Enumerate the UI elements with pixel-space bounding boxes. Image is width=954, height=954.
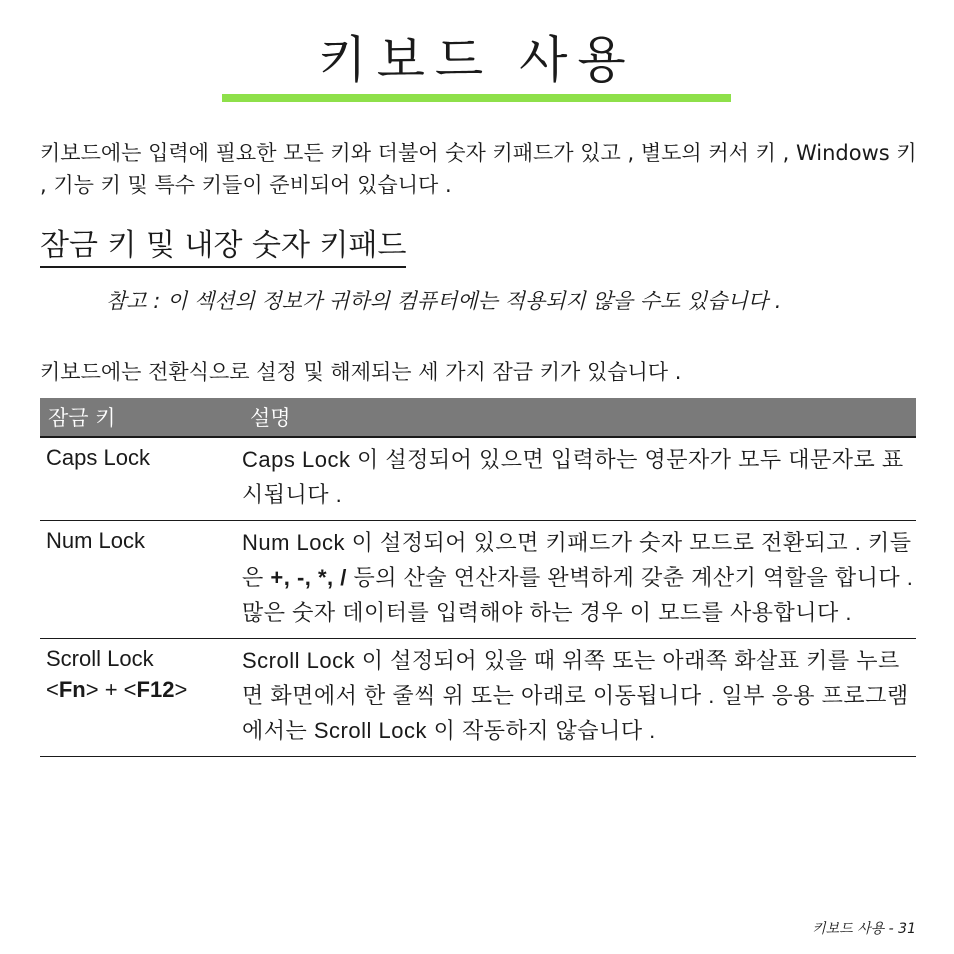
title-accent-bar xyxy=(222,94,731,102)
table-header-row xyxy=(40,398,916,437)
table-row xyxy=(40,521,916,639)
note-text: 이 섹션의 정보가 귀하의 컴퓨터에는 적용되지 않을 수도 있습니다 . xyxy=(160,289,782,313)
page-title: 키보드 사용 xyxy=(318,31,636,89)
table-cell-description xyxy=(242,521,916,639)
fn-key: Fn xyxy=(58,677,86,702)
key-combo-bracket: > xyxy=(174,677,188,702)
lock-keys-table xyxy=(40,398,916,757)
note-label: 참고 : xyxy=(106,289,161,313)
key-combo-bracket: < xyxy=(46,677,59,702)
description-text: 등의 산술 연산자를 완벽하게 갖춘 계산기 역할을 합니다 . 많은 숫자 데이터를 입력해야 하는 경우 이 모드를 사용합니다 . xyxy=(242,565,914,625)
table-cell-description: Scroll Lock 이 설정되어 있을 때 위쪽 또는 아래쪽 화살표 키를 누르면 화면에서 한 줄씩 위 또는 아래로 이동됩니다 . 일부 응용 프로그램에서는 Scroll Lock 이 작동하지 않습니다 . xyxy=(242,639,916,757)
table-header-lock-key: 잠금 키 xyxy=(40,398,242,437)
footer-label: 키보드 사용 - xyxy=(812,921,894,937)
description-text: Num Lock 이 설정되어 있으면 키패드가 숫자 모드로 전환되고 . 키들은 xyxy=(242,530,912,590)
f12-key: F12 xyxy=(136,677,175,702)
key-combo-plus: > + < xyxy=(85,677,137,702)
table-cell-description: Caps Lock 이 설정되어 있으면 입력하는 영문자가 모두 대문자로 표시됩니다 . xyxy=(242,437,916,521)
table-row xyxy=(40,639,916,757)
page-footer xyxy=(812,918,916,938)
key-name: Scroll Lock xyxy=(46,646,154,671)
intro-paragraph: 키보드에는 입력에 필요한 모든 키와 더불어 숫자 키패드가 있고 , 별도의 커서 키 , Windows 키 , 기능 키 및 특수 키들이 준비되어 있습니다 . xyxy=(40,141,917,197)
lock-keys-description: 키보드에는 전환식으로 설정 및 해제되는 세 가지 잠금 키가 있습니다 . xyxy=(40,360,682,384)
table-cell-key: Num Lock xyxy=(40,521,242,639)
table-header-description: 설명 xyxy=(242,398,916,437)
table-cell-key xyxy=(40,639,242,757)
section-title: 잠금 키 및 내장 숫자 키패드 xyxy=(40,226,406,268)
table-row xyxy=(40,437,916,521)
page-number: 31 xyxy=(898,921,916,937)
note-paragraph xyxy=(106,285,918,317)
operator-list: +, -, *, / xyxy=(270,565,347,590)
table-cell-key: Caps Lock xyxy=(40,437,242,521)
